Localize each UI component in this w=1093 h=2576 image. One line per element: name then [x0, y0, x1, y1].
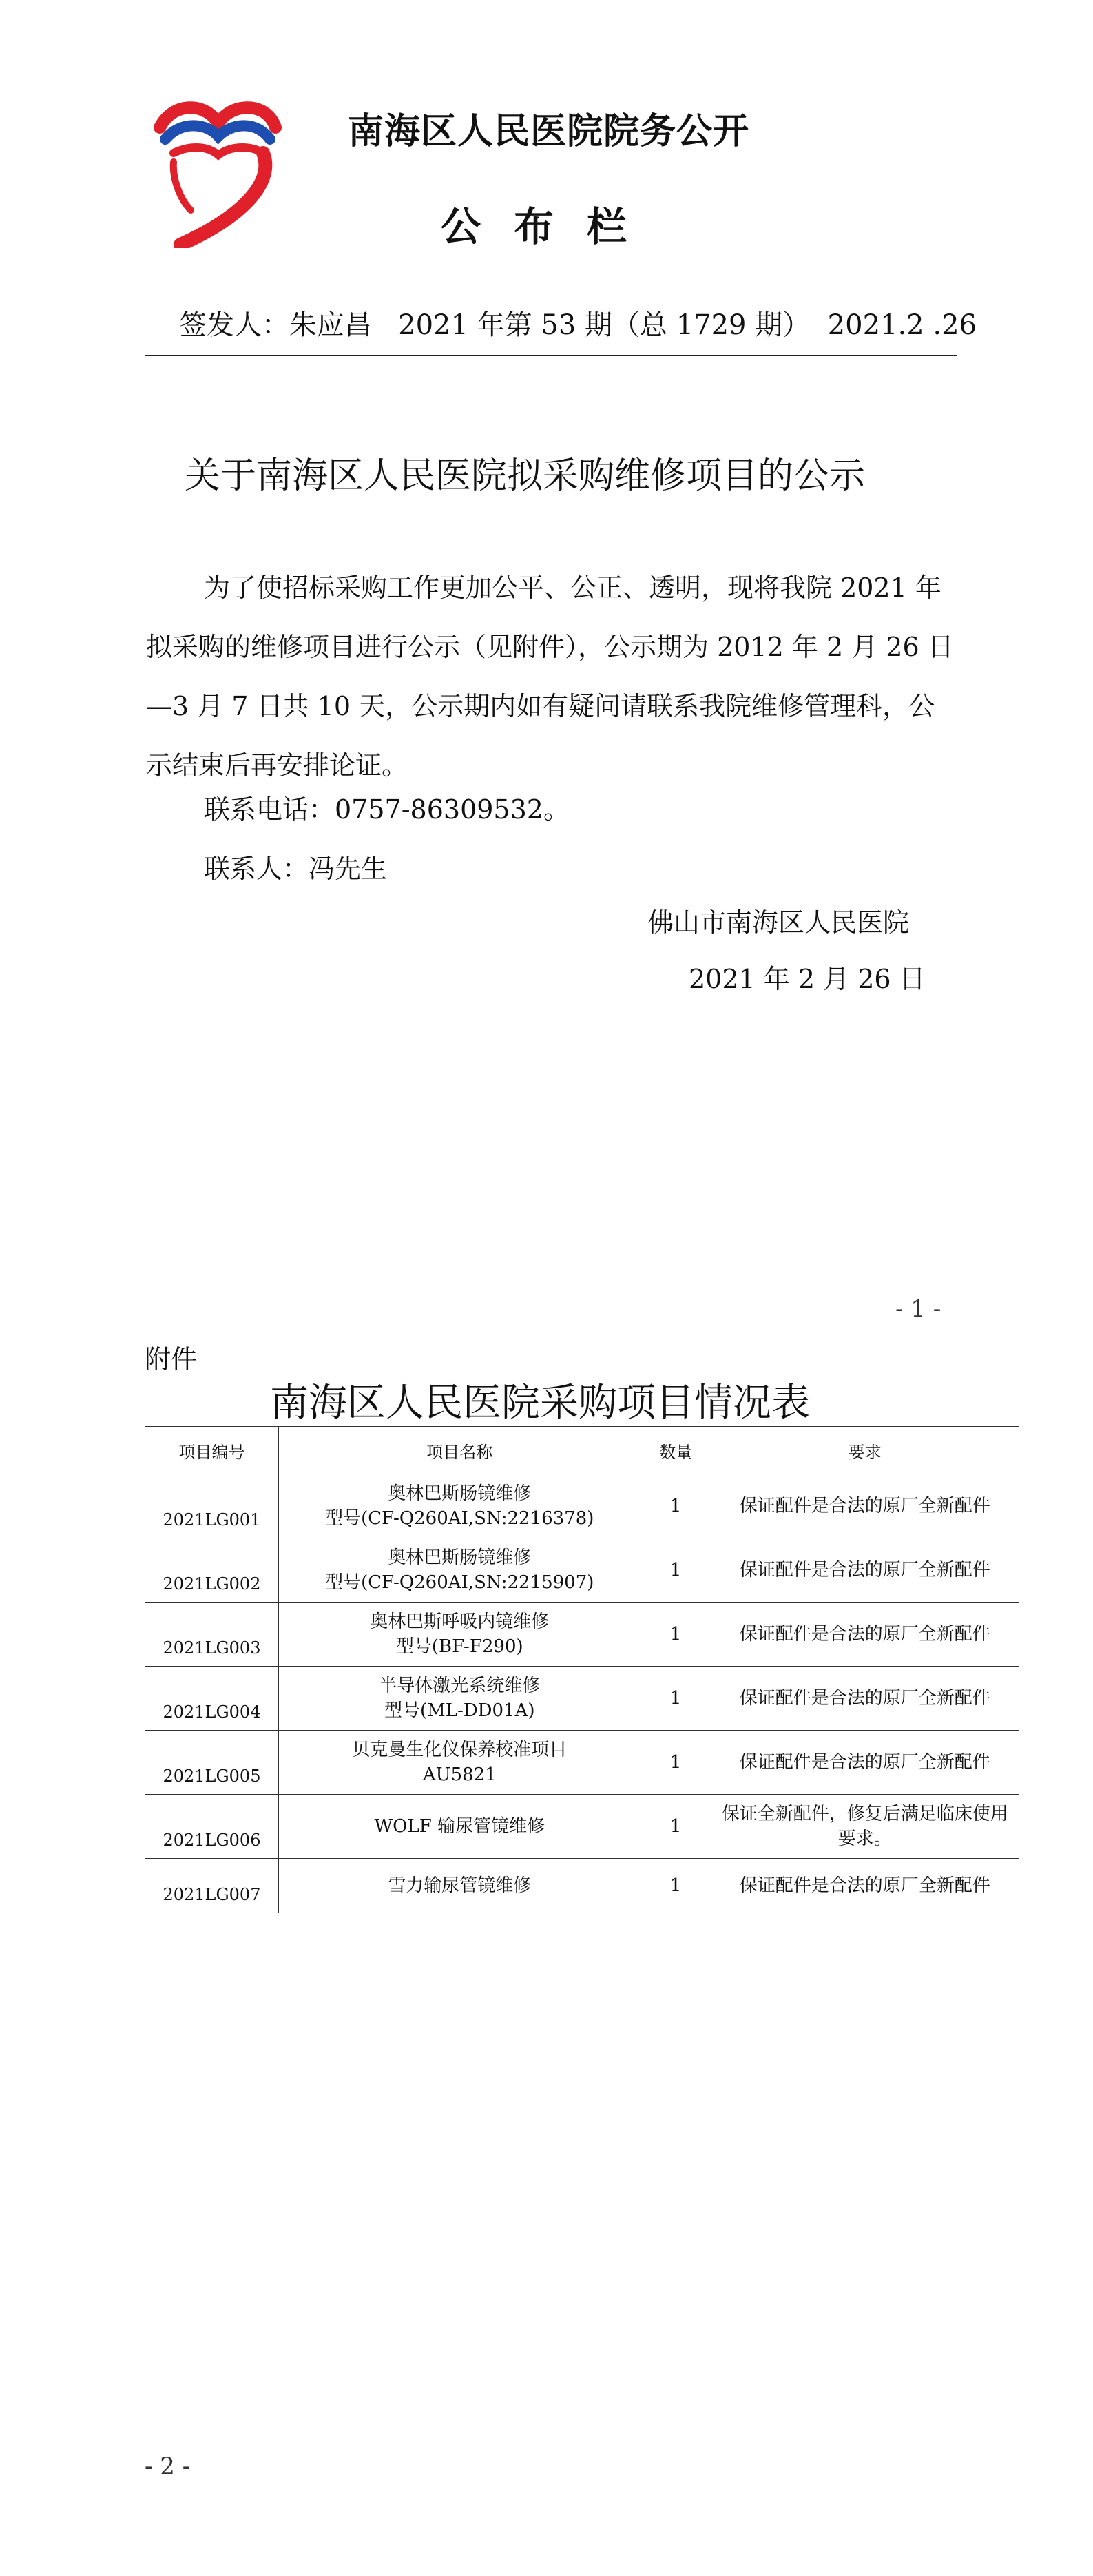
item-requirement: 保证配件是合法的原厂全新配件 [711, 1731, 1019, 1795]
issue-line [179, 303, 977, 342]
table-row [145, 1538, 1019, 1603]
header-divider [145, 355, 957, 356]
contact-person: 联系人：冯先生 [204, 854, 388, 884]
notice-title: 关于南海区人民医院拟采购维修项目的公示 [185, 455, 866, 497]
item-name [278, 1538, 641, 1603]
procurement-table [145, 1426, 1019, 1913]
item-code: 2021LG005 [145, 1731, 279, 1795]
item-code: 2021LG004 [145, 1667, 279, 1731]
item-name [278, 1731, 641, 1795]
table-title: 南海区人民医院采购项目情况表 [270, 1381, 810, 1425]
table-header-row [145, 1427, 1019, 1474]
table-row [145, 1795, 1019, 1859]
item-name-line2: AU5821 [422, 1764, 497, 1785]
table-row [145, 1474, 1019, 1538]
item-code: 2021LG003 [145, 1603, 279, 1667]
signature-org: 佛山市南海区人民医院 [647, 907, 910, 938]
issue-date: 2021.2 .26 [827, 309, 977, 341]
issue-number: 2021 年第 53 期（总 1729 期） [398, 309, 811, 341]
item-qty: 1 [641, 1731, 711, 1795]
item-requirement: 保证配件是合法的原厂全新配件 [711, 1474, 1019, 1538]
item-requirement: 保证配件是合法的原厂全新配件 [711, 1603, 1019, 1667]
contact-phone: 联系电话：0757-86309532。 [204, 794, 570, 825]
item-requirement: 保证配件是合法的原厂全新配件 [711, 1538, 1019, 1603]
item-qty: 1 [641, 1474, 711, 1538]
column-header-qty: 数量 [641, 1427, 711, 1474]
page-number-2: - 2 - [145, 2453, 191, 2480]
item-qty: 1 [641, 1795, 711, 1859]
board-title: 公布栏 [441, 203, 660, 250]
item-qty: 1 [641, 1859, 711, 1913]
table-row [145, 1603, 1019, 1667]
table-row [145, 1667, 1019, 1731]
item-name-line1: 奥林巴斯肠镜维修 [388, 1483, 532, 1504]
org-title: 南海区人民医院院务公开 [348, 111, 750, 152]
item-code: 2021LG006 [145, 1795, 279, 1859]
item-qty: 1 [641, 1538, 711, 1603]
item-name: 雪力输尿管镜维修 [278, 1859, 641, 1913]
item-name-line1: 半导体激光系统维修 [379, 1676, 541, 1696]
item-code: 2021LG002 [145, 1538, 279, 1603]
item-code: 2021LG001 [145, 1474, 279, 1538]
item-name-line1: 奥林巴斯肠镜维修 [388, 1547, 532, 1568]
item-name-line2: 型号(CF-Q260AI,SN:2216378) [325, 1508, 594, 1529]
item-name-line1: 奥林巴斯呼吸内镜维修 [370, 1611, 550, 1632]
item-name-line2: 型号(BF-F290) [395, 1636, 523, 1657]
item-requirement: 保证配件是合法的原厂全新配件 [711, 1859, 1019, 1913]
item-name-line2: 型号(ML-DD01A) [384, 1700, 535, 1721]
column-header-req: 要求 [711, 1427, 1019, 1474]
item-name [278, 1603, 641, 1667]
item-name-line2: 型号(CF-Q260AI,SN:2215907) [325, 1572, 594, 1593]
table-row [145, 1859, 1019, 1913]
item-qty: 1 [641, 1667, 711, 1731]
item-name: WOLF 输尿管镜维修 [278, 1795, 641, 1859]
item-qty: 1 [641, 1603, 711, 1667]
signature-date: 2021 年 2 月 26 日 [689, 964, 926, 994]
item-requirement: 保证全新配件，修复后满足临床使用要求。 [711, 1795, 1019, 1859]
page-number-1: - 1 - [895, 1295, 941, 1323]
item-name [278, 1667, 641, 1731]
item-name [278, 1474, 641, 1538]
hospital-logo [153, 96, 284, 248]
item-name-line1: 贝克曼生化仪保养校准项目 [352, 1740, 568, 1760]
item-code: 2021LG007 [145, 1859, 279, 1913]
notice-paragraph: 为了使招标采购工作更加公平、公正、透明，现将我院 2021 年拟采购的维修项目进行公示（见附件），公示期为 2012 年 2 月 26 日—3 月 7 日共 10 天，公示期内如有疑问请联系我院维修管理科，公示结束后再安排论证。 [146, 573, 954, 781]
column-header-code: 项目编号 [145, 1427, 279, 1474]
table-row [145, 1731, 1019, 1795]
signer-label: 签发人： [179, 309, 289, 341]
column-header-name: 项目名称 [278, 1427, 641, 1474]
attachment-label: 附件 [145, 1344, 198, 1374]
signer-name: 朱应昌 [289, 309, 372, 341]
item-requirement: 保证配件是合法的原厂全新配件 [711, 1667, 1019, 1731]
